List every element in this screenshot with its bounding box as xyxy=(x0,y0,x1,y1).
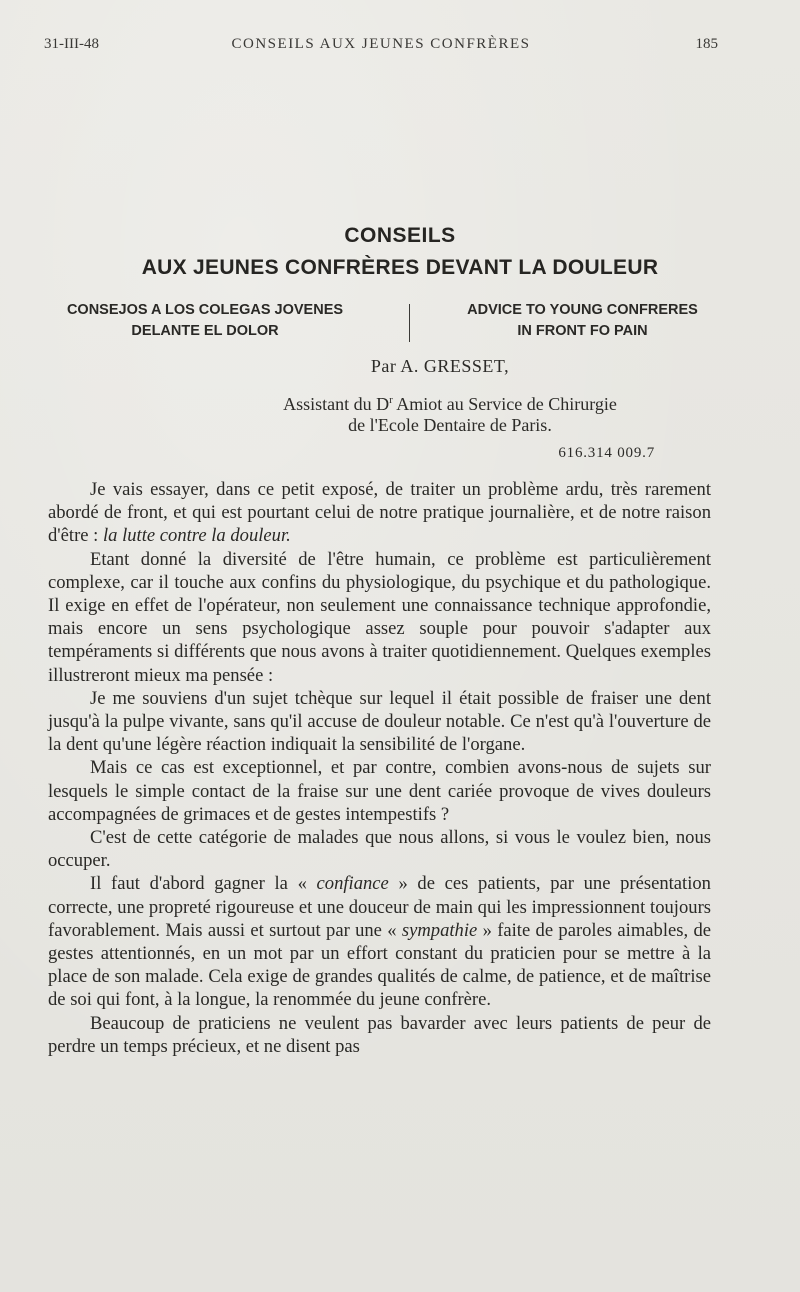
author-affiliation-line2: de l'Ecole Dentaire de Paris. xyxy=(348,415,552,435)
translated-subtitles xyxy=(40,300,740,344)
running-header xyxy=(44,36,718,60)
emphasis-text: confiance xyxy=(316,873,389,895)
emphasis-text: la lutte contre la douleur. xyxy=(102,525,291,547)
article-title-line2: AUX JEUNES CONFRÈRES DEVANT LA DOULEUR xyxy=(141,256,659,279)
subtitle-spanish xyxy=(40,300,370,342)
article-body xyxy=(48,478,711,1058)
paragraph: Mais ce cas est exceptionnel, et par contre, combien avons-nous de sujets sur lesquels le simple contact de la fraise sur une dent cariée provoque de vives douleurs accompagnées de grimaces et de gestes intempestifs ? xyxy=(48,757,711,825)
affiliation-suffix: Amiot au Service de Chirurgie xyxy=(392,394,617,414)
running-title: CONSEILS AUX JEUNES CONFRÈRES xyxy=(231,36,531,52)
classification-number: 616.314 009.7 xyxy=(558,445,655,461)
author-byline: Par A. GRESSET, xyxy=(370,356,510,376)
subtitle-english-line1: ADVICE TO YOUNG CONFRERES xyxy=(467,302,698,318)
emphasis-text: sympathie xyxy=(401,919,478,941)
article-title-line1: CONSEILS xyxy=(344,224,456,247)
paragraph: C'est de cette catégorie de malades que nous allons, si vous le voulez bien, nous occuper. xyxy=(48,827,711,872)
paragraph-text: » de ces patients, par une présentation correcte, une propreté rigoureuse et une douceur de main qui les impressionnent toujours favorablement. Mais aussi et surtout par une « xyxy=(48,873,711,941)
paragraph-text: Je vais essayer, dans ce petit exposé, de traiter un problème ardu, très rarement abordé de front, et qui est pourtant celui de notre pratique journalière, et de notre raison d'être : xyxy=(48,479,711,547)
affiliation-superscript: r xyxy=(389,394,393,406)
paragraph xyxy=(48,478,711,548)
subtitle-divider xyxy=(409,304,410,342)
paragraph-text: Il faut d'abord gagner la « xyxy=(90,873,317,895)
paragraph xyxy=(48,872,711,1011)
affiliation-prefix: Assistant du D xyxy=(283,394,390,414)
subtitle-spanish-line1: CONSEJOS A LOS COLEGAS JOVENES xyxy=(66,302,344,318)
page-number: 185 xyxy=(695,36,718,52)
paragraph: Je me souviens d'un sujet tchèque sur lequel il était possible de fraiser une dent jusqu'à la pulpe vivante, sans qu'il accuse de douleur notable. Ce n'est qu'à l'ouverture de la dent qu'une légère réaction indiquait la sensibilité de l'organe. xyxy=(48,687,711,756)
issue-date: 31-III-48 xyxy=(44,36,99,52)
subtitle-spanish-line2: DELANTE EL DOLOR xyxy=(131,323,279,339)
paragraph-text: » faite de paroles aimables, de gestes attentionnés, en un mot par un effort constant du praticien pour se mettre à la place de son malade. Cela exige de grandes qualités de calme, de patience, et de maîtrise de soi qui font, à la longue, la renommée du jeune confrère. xyxy=(48,919,711,1011)
subtitle-english-line2: IN FRONT FO PAIN xyxy=(517,323,648,339)
paragraph: Etant donné la diversité de l'être humain, ce problème est particulièrement complexe, car il touche aux confins du physiologique, du psychique et du pathologique. Il exige en effet de l'opérateur, non seulement une connaissance technique approfondie, mais encore un sens psychologique assez souple pour pouvoir s'adapter aux tempéraments si différents que nous avons à traiter quotidiennement. Quelques exemples illustreront mieux ma pensée : xyxy=(48,548,711,686)
paragraph: Beaucoup de praticiens ne veulent pas bavarder avec leurs patients de peur de perdre un temps précieux, et ne disent pas xyxy=(48,1012,711,1057)
subtitle-english xyxy=(425,300,740,342)
